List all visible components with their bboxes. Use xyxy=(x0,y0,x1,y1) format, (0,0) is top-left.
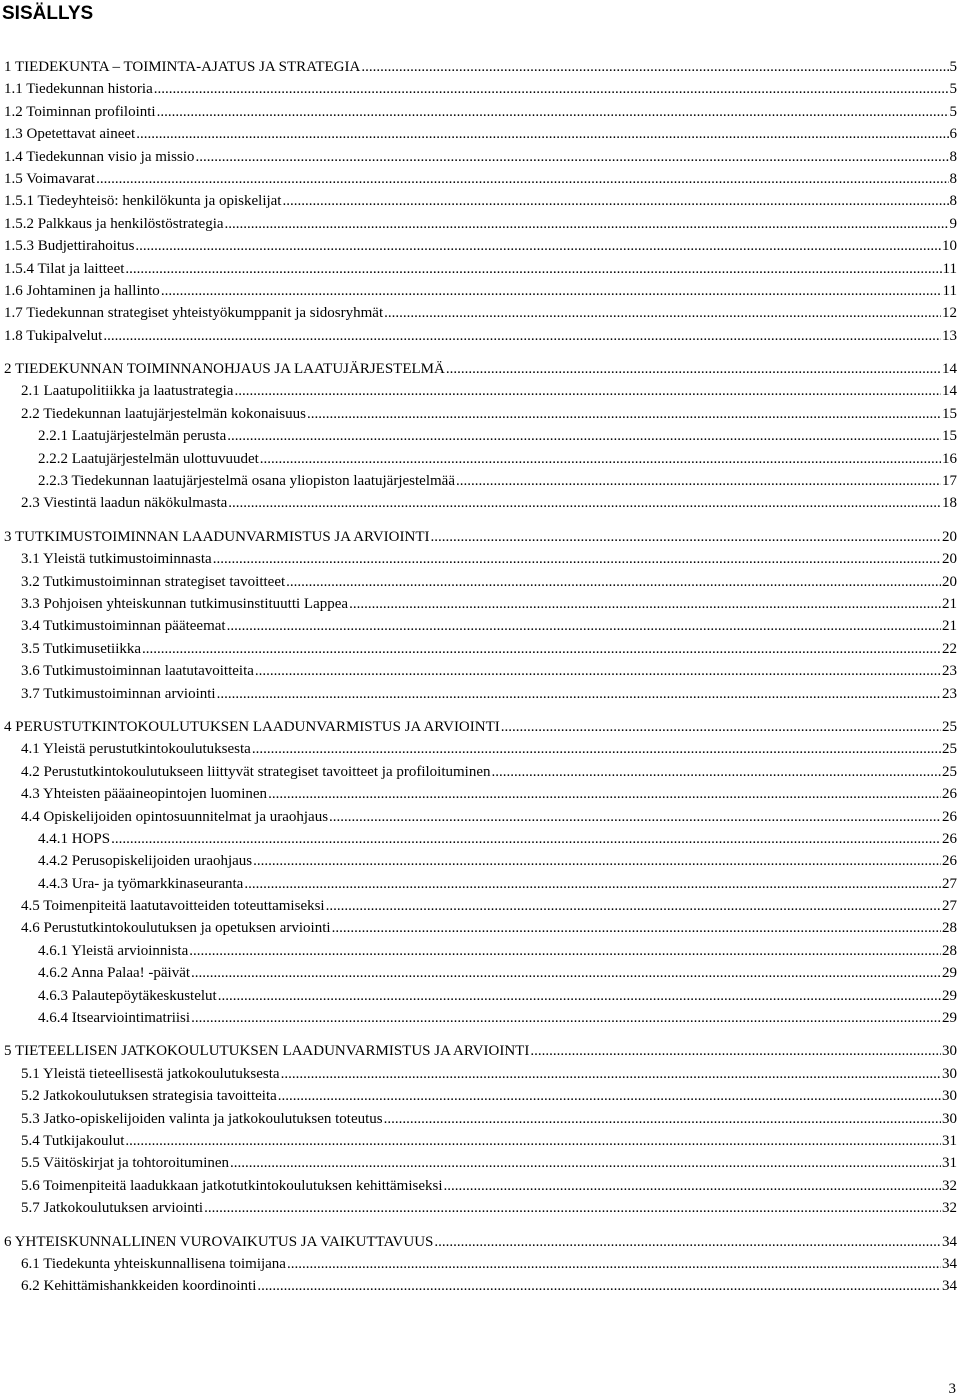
toc-entry-page: 5 xyxy=(949,103,957,120)
toc-entry[interactable] xyxy=(0,258,957,280)
toc-entry-page: 26 xyxy=(942,786,957,803)
toc-entry[interactable] xyxy=(0,783,957,805)
toc-entry-page: 15 xyxy=(942,405,957,422)
dot-leader xyxy=(349,593,941,615)
toc-entry-page: 25 xyxy=(942,718,957,735)
toc-entry-page: 34 xyxy=(942,1255,957,1272)
toc-entry-title: 1.6 Johtaminen ja hallinto xyxy=(4,282,160,299)
dot-leader xyxy=(195,146,948,168)
toc-entry[interactable] xyxy=(0,425,957,447)
toc-entry-title: 3.5 Tutkimusetiikka xyxy=(21,640,142,657)
toc-entry-title: 1.8 Tukipalvelut xyxy=(4,327,103,344)
dot-leader xyxy=(252,738,941,760)
toc-entry-page: 30 xyxy=(942,1110,957,1127)
dot-leader xyxy=(282,190,948,212)
dot-leader xyxy=(204,1197,941,1219)
dot-leader xyxy=(530,1040,941,1062)
dot-leader xyxy=(260,448,941,470)
toc-entry[interactable] xyxy=(0,873,957,895)
dot-leader xyxy=(191,962,941,984)
toc-entry-title: 6 YHTEISKUNNALLINEN VUROVAIKUTUS JA VAIKUTTAVUUS xyxy=(4,1233,434,1250)
dot-leader xyxy=(492,761,941,783)
toc-entry-page: 26 xyxy=(942,808,957,825)
dot-leader xyxy=(287,1253,941,1275)
dot-leader xyxy=(103,325,941,347)
toc-entry-page: 28 xyxy=(942,942,957,959)
dot-leader xyxy=(230,1152,941,1174)
toc-entry-title: 5.7 Jatkokoulutuksen arviointi xyxy=(21,1200,204,1217)
toc-entry[interactable] xyxy=(0,492,957,514)
toc-entry[interactable] xyxy=(0,358,957,380)
toc-entry[interactable] xyxy=(0,101,957,123)
dot-leader xyxy=(257,1275,941,1297)
toc-entry-title: 2.2.1 Laatujärjestelmän perusta xyxy=(38,428,227,445)
dot-leader xyxy=(154,78,949,100)
toc-entry-title: 5.3 Jatko-opiskelijoiden valinta ja jatkokoulutuksen toteutus xyxy=(21,1110,383,1127)
table-of-contents xyxy=(0,56,957,1309)
toc-entry-page: 8 xyxy=(949,170,957,187)
toc-entry-title: 2.2 Tiedekunnan laatujärjestelmän kokonaisuus xyxy=(21,405,306,422)
toc-entry-title: 1.5.4 Tilat ja laitteet xyxy=(4,260,125,277)
toc-entry-title: 3 TUTKIMUSTOIMINNAN LAADUNVARMISTUS JA ARVIOINTI xyxy=(4,528,430,545)
toc-entry-title: 4.6.1 Yleistä arvioinnista xyxy=(38,942,189,959)
dot-leader xyxy=(142,638,941,660)
toc-entry[interactable] xyxy=(0,1130,957,1152)
toc-entry-page: 26 xyxy=(942,853,957,870)
toc-entry-title: 1.5.1 Tiedeyhteisö: henkilökunta ja opiskelijat xyxy=(4,193,282,210)
toc-entry-page: 27 xyxy=(942,875,957,892)
toc-entry-page: 11 xyxy=(942,282,957,299)
toc-entry[interactable] xyxy=(0,448,957,470)
dot-leader xyxy=(135,235,941,257)
dot-leader xyxy=(253,850,941,872)
dot-leader xyxy=(136,123,948,145)
toc-entry-page: 14 xyxy=(942,383,957,400)
toc-entry-page: 12 xyxy=(942,305,957,322)
toc-entry-page: 34 xyxy=(942,1233,957,1250)
toc-entry-page: 18 xyxy=(942,495,957,512)
toc-section xyxy=(0,1040,957,1219)
toc-entry-page: 22 xyxy=(942,640,957,657)
dot-leader xyxy=(326,895,941,917)
toc-entry[interactable] xyxy=(0,380,957,402)
toc-entry-title: 1.5 Voimavarat xyxy=(4,170,96,187)
dot-leader xyxy=(96,168,948,190)
toc-entry[interactable] xyxy=(0,168,957,190)
toc-entry[interactable] xyxy=(0,1275,957,1297)
dot-leader xyxy=(217,683,941,705)
toc-entry[interactable] xyxy=(0,1063,957,1085)
dot-leader xyxy=(225,213,949,235)
toc-entry[interactable] xyxy=(0,146,957,168)
toc-entry[interactable] xyxy=(0,716,957,738)
toc-entry[interactable] xyxy=(0,1040,957,1062)
dot-leader xyxy=(218,985,941,1007)
toc-entry-title: 4.4 Opiskelijoiden opintosuunnitelmat ja uraohjaus xyxy=(21,808,329,825)
toc-entry[interactable] xyxy=(0,1231,957,1253)
toc-entry[interactable] xyxy=(0,828,957,850)
dot-leader xyxy=(384,1108,941,1130)
toc-entry-page: 31 xyxy=(942,1155,957,1172)
toc-entry[interactable] xyxy=(0,78,957,100)
toc-entry-title: 3.2 Tutkimustoiminnan strategiset tavoitteet xyxy=(21,573,286,590)
toc-entry-title: 3.4 Tutkimustoiminnan pääteemat xyxy=(21,618,226,635)
toc-entry-title: 2.1 Laatupolitiikka ja laatustrategia xyxy=(21,383,234,400)
toc-entry-page: 29 xyxy=(942,965,957,982)
toc-entry[interactable] xyxy=(0,280,957,302)
toc-entry[interactable] xyxy=(0,761,957,783)
toc-entry-page: 25 xyxy=(942,763,957,780)
toc-entry-page: 11 xyxy=(942,260,957,277)
dot-leader xyxy=(281,1063,941,1085)
toc-entry[interactable] xyxy=(0,325,957,347)
toc-entry-title: 1 TIEDEKUNTA – TOIMINTA-AJATUS JA STRATEGIA xyxy=(4,59,361,75)
dot-leader xyxy=(456,470,941,492)
dot-leader xyxy=(189,940,941,962)
toc-entry-page: 14 xyxy=(942,361,957,378)
toc-entry-title: 6.1 Tiedekunta yhteiskunnallisena toimijana xyxy=(21,1255,286,1272)
toc-entry[interactable] xyxy=(0,638,957,660)
toc-entry-title: 4.1 Yleistä perustutkintokoulutuksesta xyxy=(21,741,251,758)
toc-entry-page: 20 xyxy=(942,528,957,545)
toc-entry-title: 3.1 Yleistä tutkimustoiminnasta xyxy=(21,551,212,568)
dot-leader xyxy=(332,917,941,939)
dot-leader xyxy=(227,615,941,637)
toc-entry-page: 30 xyxy=(942,1043,957,1060)
toc-entry[interactable] xyxy=(0,1007,957,1029)
toc-entry-title: 1.1 Tiedekunnan historia xyxy=(4,81,153,98)
toc-entry-page: 29 xyxy=(942,987,957,1004)
toc-entry-title: 4.2 Perustutkintokoulutukseen liittyvät strategiset tavoitteet ja profiloituminen xyxy=(21,763,491,780)
toc-entry-title: 4.6.2 Anna Palaa! -päivät xyxy=(38,965,191,982)
toc-entry[interactable] xyxy=(0,1197,957,1219)
toc-entry-page: 21 xyxy=(942,595,957,612)
toc-entry[interactable] xyxy=(0,235,957,257)
toc-section xyxy=(0,526,957,705)
toc-entry[interactable] xyxy=(0,1175,957,1197)
dot-leader xyxy=(361,56,948,78)
dot-leader xyxy=(234,380,941,402)
dot-leader xyxy=(501,716,941,738)
toc-entry-title: 4.5 Toimenpiteitä laatutavoitteiden toteuttamiseksi xyxy=(21,898,325,915)
toc-entry-page: 20 xyxy=(942,551,957,568)
toc-entry-title: 4 PERUSTUTKINTOKOULUTUKSEN LAADUNVARMISTUS JA ARVIOINTI xyxy=(4,718,500,735)
toc-entry-page: 29 xyxy=(942,1010,957,1027)
toc-entry-title: 2.3 Viestintä laadun näkökulmasta xyxy=(21,495,228,512)
toc-entry[interactable] xyxy=(0,403,957,425)
dot-leader xyxy=(227,425,941,447)
dot-leader xyxy=(157,101,949,123)
dot-leader xyxy=(286,571,941,593)
toc-entry-title: 4.3 Yhteisten pääaineopintojen luominen xyxy=(21,786,268,803)
toc-entry-page: 8 xyxy=(949,193,957,210)
toc-entry[interactable] xyxy=(0,526,957,548)
dot-leader xyxy=(125,1130,941,1152)
page-title: SISÄLLYS xyxy=(2,3,94,24)
toc-entry-title: 2.2.2 Laatujärjestelmän ulottuvuudet xyxy=(38,450,259,467)
toc-entry[interactable] xyxy=(0,985,957,1007)
toc-entry-title: 4.6.3 Palautepöytäkeskustelut xyxy=(38,987,217,1004)
toc-entry-page: 13 xyxy=(942,327,957,344)
toc-entry-page: 5 xyxy=(949,81,957,98)
toc-entry-title: 6.2 Kehittämishankkeiden koordinointi xyxy=(21,1278,257,1295)
toc-entry-page: 16 xyxy=(942,450,957,467)
dot-leader xyxy=(255,660,941,682)
toc-entry[interactable] xyxy=(0,1152,957,1174)
dot-leader xyxy=(434,1231,941,1253)
toc-entry[interactable] xyxy=(0,593,957,615)
toc-entry-title: 5.4 Tutkijakoulut xyxy=(21,1132,125,1149)
toc-entry-title: 1.2 Toiminnan profilointi xyxy=(4,103,156,120)
toc-entry[interactable] xyxy=(0,571,957,593)
toc-entry[interactable] xyxy=(0,895,957,917)
toc-entry[interactable] xyxy=(0,615,957,637)
toc-entry-title: 5 TIETEELLISEN JATKOKOULUTUKSEN LAADUNVARMISTUS JA ARVIOINTI xyxy=(4,1043,530,1060)
toc-entry-page: 23 xyxy=(942,685,957,702)
toc-entry-page: 31 xyxy=(942,1132,957,1149)
dot-leader xyxy=(244,873,941,895)
toc-entry[interactable] xyxy=(0,917,957,939)
toc-section xyxy=(0,716,957,1029)
toc-entry[interactable] xyxy=(0,548,957,570)
toc-entry-page: 32 xyxy=(942,1177,957,1194)
toc-entry[interactable] xyxy=(0,213,957,235)
dot-leader xyxy=(228,492,941,514)
toc-entry-title: 4.4.2 Perusopiskelijoiden uraohjaus xyxy=(38,853,253,870)
dot-leader xyxy=(444,1175,941,1197)
toc-entry-title: 1.5.3 Budjettirahoitus xyxy=(4,238,135,255)
toc-entry-page: 23 xyxy=(942,663,957,680)
toc-entry[interactable] xyxy=(0,190,957,212)
toc-entry[interactable] xyxy=(0,56,957,78)
toc-entry-page: 25 xyxy=(942,741,957,758)
dot-leader xyxy=(329,806,941,828)
toc-entry-title: 3.6 Tutkimustoiminnan laatutavoitteita xyxy=(21,663,254,680)
toc-section xyxy=(0,56,957,347)
toc-entry[interactable] xyxy=(0,738,957,760)
toc-entry[interactable] xyxy=(0,1108,957,1130)
toc-entry-page: 30 xyxy=(942,1065,957,1082)
toc-entry[interactable] xyxy=(0,962,957,984)
toc-entry-page: 21 xyxy=(942,618,957,635)
toc-entry[interactable] xyxy=(0,123,957,145)
toc-entry[interactable] xyxy=(0,470,957,492)
toc-entry-title: 3.3 Pohjoisen yhteiskunnan tutkimusinstituutti Lappea xyxy=(21,595,349,612)
toc-entry[interactable] xyxy=(0,1253,957,1275)
dot-leader xyxy=(307,403,941,425)
toc-entry-page: 6 xyxy=(949,126,957,143)
page-number: 3 xyxy=(948,1381,956,1397)
dot-leader xyxy=(446,358,941,380)
toc-entry-title: 2 TIEDEKUNNAN TOIMINNANOHJAUS JA LAATUJÄRJESTELMÄ xyxy=(4,361,445,378)
toc-entry[interactable] xyxy=(0,683,957,705)
toc-entry-page: 20 xyxy=(942,573,957,590)
dot-leader xyxy=(278,1085,941,1107)
toc-entry-title: 1.4 Tiedekunnan visio ja missio xyxy=(4,148,195,165)
toc-entry-title: 3.7 Tutkimustoiminnan arviointi xyxy=(21,685,216,702)
toc-entry-page: 8 xyxy=(949,148,957,165)
toc-entry-title: 4.4.1 HOPS xyxy=(38,830,111,847)
toc-entry-title: 1.7 Tiedekunnan strategiset yhteistyökumppanit ja sidosryhmät xyxy=(4,305,384,322)
toc-entry-title: 1.5.2 Palkkaus ja henkilöstöstrategia xyxy=(4,215,224,232)
dot-leader xyxy=(111,828,941,850)
toc-entry-page: 28 xyxy=(942,920,957,937)
toc-entry-title: 5.2 Jatkokoulutuksen strategisia tavoitteita xyxy=(21,1088,277,1105)
toc-entry[interactable] xyxy=(0,940,957,962)
toc-entry[interactable] xyxy=(0,302,957,324)
dot-leader xyxy=(268,783,941,805)
toc-entry-page: 15 xyxy=(942,428,957,445)
toc-entry[interactable] xyxy=(0,850,957,872)
toc-entry-page: 5 xyxy=(949,59,957,75)
toc-entry[interactable] xyxy=(0,806,957,828)
toc-entry-title: 5.6 Toimenpiteitä laadukkaan jatkotutkintokoulutuksen kehittämiseksi xyxy=(21,1177,443,1194)
toc-entry-title: 4.6.4 Itsearviointimatriisi xyxy=(38,1010,191,1027)
toc-entry-title: 2.2.3 Tiedekunnan laatujärjestelmä osana yliopiston laatujärjestelmää xyxy=(38,473,455,490)
toc-entry-title: 1.3 Opetettavat aineet xyxy=(4,126,136,143)
toc-entry[interactable] xyxy=(0,660,957,682)
toc-entry-title: 5.5 Väitöskirjat ja tohtoroituminen xyxy=(21,1155,230,1172)
toc-entry-page: 27 xyxy=(942,898,957,915)
toc-entry-title: 4.4.3 Ura- ja työmarkkinaseuranta xyxy=(38,875,244,892)
dot-leader xyxy=(213,548,941,570)
dot-leader xyxy=(430,526,941,548)
dot-leader xyxy=(384,302,941,324)
toc-section xyxy=(0,358,957,515)
dot-leader xyxy=(125,258,941,280)
toc-entry-page: 26 xyxy=(942,830,957,847)
toc-entry-page: 32 xyxy=(942,1200,957,1217)
toc-entry-page: 10 xyxy=(942,238,957,255)
toc-entry-page: 17 xyxy=(942,473,957,490)
toc-section xyxy=(0,1231,957,1298)
toc-entry[interactable] xyxy=(0,1085,957,1107)
dot-leader xyxy=(161,280,942,302)
toc-entry-page: 30 xyxy=(942,1088,957,1105)
toc-entry-page: 34 xyxy=(942,1278,957,1295)
toc-entry-title: 5.1 Yleistä tieteellisestä jatkokoulutuksesta xyxy=(21,1065,280,1082)
dot-leader xyxy=(191,1007,941,1029)
toc-entry-page: 9 xyxy=(949,215,957,232)
toc-entry-title: 4.6 Perustutkintokoulutuksen ja opetuksen arviointi xyxy=(21,920,331,937)
